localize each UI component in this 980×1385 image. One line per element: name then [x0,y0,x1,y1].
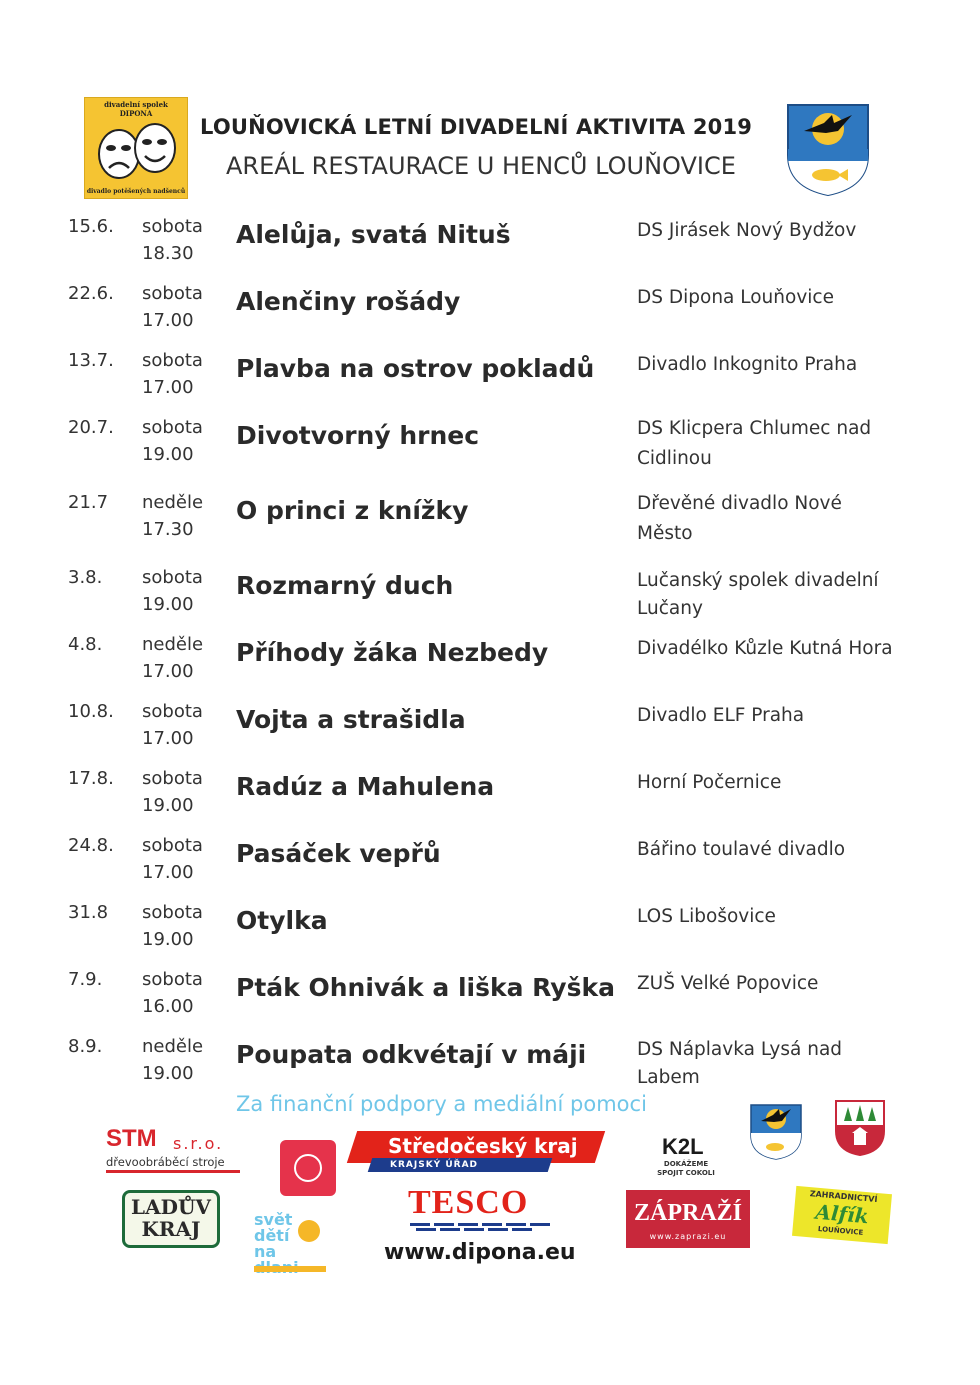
event-row [0,768,980,828]
event-time: 19.00 [142,594,194,615]
event-day: sobota [142,701,203,722]
event-time: 17.00 [142,377,194,398]
zahradnictvi-alfik-logo [792,1186,892,1244]
event-day: sobota [142,283,203,304]
stredocesky-kraj-sub: KRAJSKÝ ÚŘAD [390,1160,478,1170]
stredocesky-kraj-name: Středočeský kraj [388,1134,578,1158]
event-play: Rozmarný duch [236,571,454,600]
event-play: Divotvorný hrnec [236,421,480,450]
event-company: Dřevěné divadlo Nové Město [637,493,842,544]
event-day: sobota [142,567,203,588]
event-day: neděle [142,634,204,655]
stm-logo [106,1125,240,1175]
laduv-kraj-logo [122,1190,220,1248]
stm-logo-sro: s.r.o. [173,1134,224,1153]
event-date: 10.8. [68,701,114,722]
event-date: 13.7. [68,350,114,371]
theatre-masks-icon [93,120,181,182]
event-date: 4.8. [68,634,103,655]
event-play: O princi z knížky [236,496,469,525]
event-play: Příhody žáka Nezbedy [236,638,549,667]
event-day: sobota [142,969,203,990]
event-company: Horní Počernice [637,772,782,793]
event-time: 19.00 [142,444,194,465]
event-row [0,350,980,410]
event-company: Divadélko Kůzle Kutná Hora [637,638,893,659]
laduv-kraj-name: LADŮV KRAJ [131,1195,211,1241]
svet-deti-sun-icon [298,1220,320,1242]
event-time: 17.30 [142,519,194,540]
event-day: sobota [142,902,203,923]
event-time: 17.00 [142,862,194,883]
event-play: Plavba na ostrov pokladů [236,354,595,383]
dipona-logo [84,97,188,199]
page-title: LOUŇOVICKÁ LETNÍ DIVADELNÍ AKTIVITA 2019 [200,115,753,139]
dipona-logo-line3: divadlo potěšených nadšenců [86,188,186,195]
event-date: 24.8. [68,835,114,856]
event-row [0,417,980,477]
tesco-logo: TESCO [408,1184,529,1221]
event-time: 17.00 [142,661,194,682]
k2l-logo-tagline: DOKÁŽEME SPOJIT COKOLI [657,1160,715,1177]
event-row [0,701,980,761]
event-play: Pták Ohnivák a liška Ryška [236,973,615,1002]
event-play: Pasáček vepřů [236,839,441,868]
event-company: Lučanský spolek divadelní Lučany [637,570,879,619]
event-row [0,902,980,962]
alfik-top-text: ZAHRADNICTVÍ [809,1189,878,1205]
event-day: sobota [142,768,203,789]
event-date: 22.6. [68,283,114,304]
event-play: Otylka [236,906,328,935]
event-date: 20.7. [68,417,114,438]
event-row [0,492,980,552]
event-day: neděle [142,492,204,513]
svet-deti-name: svět dětí na [254,1210,293,1261]
event-row [0,835,980,895]
event-date: 3.8. [68,567,103,588]
restaurace-u-hencu-logo [280,1140,336,1196]
event-day: neděle [142,1036,204,1057]
event-date: 17.8. [68,768,114,789]
event-date: 21.7 [68,492,109,513]
event-row [0,634,980,694]
event-row [0,969,980,1029]
event-day: sobota [142,216,203,237]
village-crest-icon [834,1099,886,1157]
event-play: Alenčiny rošády [236,287,461,316]
event-company: DS Dipona Louňovice [637,287,834,308]
event-time: 19.00 [142,929,194,950]
event-play: Alelůja, svatá Nituš [236,220,511,249]
dipona-logo-line2: DIPONA [119,109,153,118]
event-company: Bářino toulavé divadlo [637,839,846,860]
svet-deti-bar [254,1266,326,1272]
event-company: DS Náplavka Lysá nad Labem [637,1039,843,1088]
event-play: Radúz a Mahulena [236,772,495,801]
event-day: sobota [142,350,203,371]
k2l-logo-name: K2L [662,1134,704,1159]
event-play: Poupata odkvétají v máji [236,1040,587,1069]
event-day: sobota [142,835,203,856]
event-date: 31.8 [68,902,109,923]
event-play: Vojta a strašidla [236,705,466,734]
stm-logo-underline [106,1170,240,1173]
alfik-bottom-text: LOUŇOVICE [817,1224,864,1237]
zaprazi-name: ZÁPRAŽÍ [633,1200,742,1226]
event-company: Divadlo ELF Praha [637,705,805,726]
event-date: 15.6. [68,216,114,237]
website-link[interactable]: www.dipona.eu [384,1240,576,1265]
dipona-logo-line1: divadelní spolek [104,100,168,109]
svet-deti-na-dlani-logo [254,1212,334,1272]
event-time: 17.00 [142,728,194,749]
restaurace-emblem-icon [294,1154,322,1182]
lounovice-crest-small-icon [749,1103,803,1161]
event-time: 18.30 [142,243,194,264]
event-time: 19.00 [142,795,194,816]
event-row [0,283,980,343]
zaprazi-logo [626,1190,750,1248]
event-company: DS Klicpera Chlumec nad Cidlinou [637,418,872,469]
event-date: 8.9. [68,1036,103,1057]
zaprazi-url: www.zaprazi.eu [649,1232,727,1241]
event-time: 19.00 [142,1063,194,1084]
page-subtitle: AREÁL RESTAURACE U HENCŮ LOUŇOVICE [226,152,736,180]
stm-logo-tagline: dřevoobráběcí stroje [106,1155,225,1169]
stm-logo-name: STM [106,1125,157,1152]
event-time: 16.00 [142,996,194,1017]
event-time: 17.00 [142,310,194,331]
event-company: Divadlo Inkognito Praha [637,354,858,375]
stredocesky-kraj-logo [352,1131,600,1175]
event-day: sobota [142,417,203,438]
event-row [0,567,980,627]
event-company: DS Jirásek Nový Bydžov [637,220,857,241]
k2l-logo [654,1126,716,1182]
event-row [0,1036,980,1096]
lounovice-crest-icon [786,103,870,197]
event-company: ZUŠ Velké Popovice [637,973,819,994]
event-company: LOS Libošovice [637,906,776,927]
sponsors-heading: Za finanční podpory a mediální pomoci [236,1092,647,1116]
event-row [0,216,980,276]
tesco-stripes-icon [410,1222,550,1232]
alfik-name: Alfík [814,1199,870,1229]
event-date: 7.9. [68,969,103,990]
